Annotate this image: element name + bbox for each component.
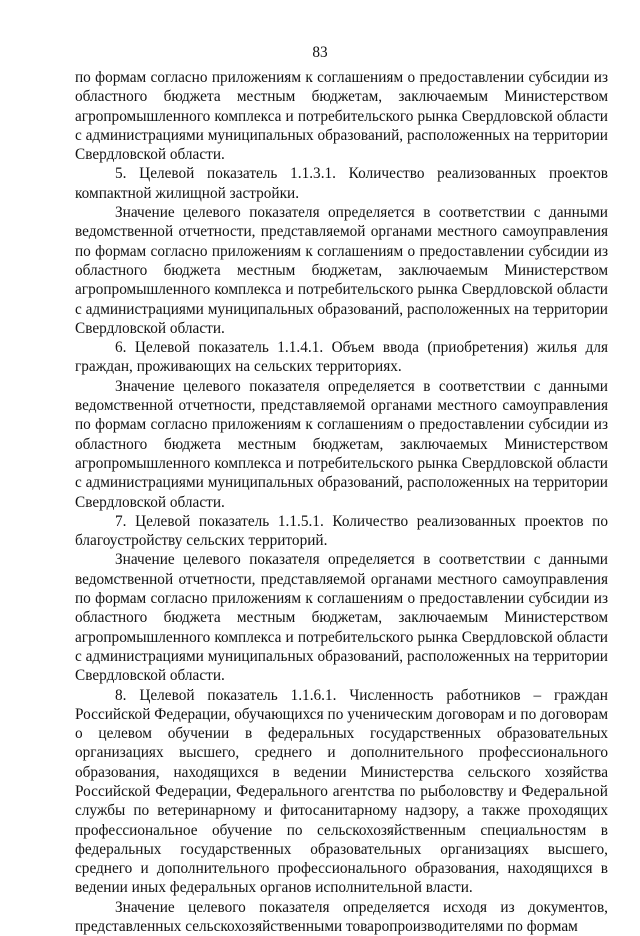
paragraph: Значение целевого показателя определяется исходя из документов, представленных сельскохозяйственными товаропроизводителями по формам [75, 898, 608, 936]
paragraph-indicator-heading: 7. Целевой показатель 1.1.5.1. Количество реализованных проектов по благоустройству сельских территорий. [75, 512, 608, 550]
page-number: 83 [312, 44, 328, 61]
paragraph-indicator-heading: 6. Целевой показатель 1.1.4.1. Объем ввода (приобретения) жилья для граждан, проживающих на сельских территориях. [75, 339, 608, 376]
document-body [75, 68, 608, 936]
paragraph-indicator-heading: 8. Целевой показатель 1.1.6.1. Численность работников – граждан Российской Федерации, обучающихся по ученическим договорам и по договорам о целевом обучении в федеральных государственных образовательных организациях высшего, среднего и дополнительного профессионального образования, находящихся в ведении Министерства сельского хозяйства Российской Федерации, Федерального агентства по рыболовству и Федеральной службы по ветеринарному и фитосанитарному надзору, а также проходящих профессиональное обучение по сельскохозяйственным специальностям в федеральных государственных образовательных организациях высшего, среднего и дополнительного профессионального образования, находящихся в ведении иных федеральных органов исполнительной власти. [75, 686, 608, 897]
paragraph-indicator-heading: 5. Целевой показатель 1.1.3.1. Количество реализованных проектов компактной жилищной застройки. [75, 165, 608, 202]
paragraph: Значение целевого показателя определяется в соответствии с данными ведомственной отчетности, представляемой органами местного самоуправления по формам согласно приложениям к соглашениям о предоставлении субсидии из областного бюджета местным бюджетам, заключаемым Министерством агропромышленного комплекса и потребительского рынка Свердловской области с администрациями муниципальных образований, расположенных на территории Свердловской области. [75, 204, 608, 337]
paragraph: Значение целевого показателя определяется в соответствии с данными ведомственной отчетности, представляемой органами местного самоуправления по формам согласно приложениям к соглашениям о предоставлении субсидии из областного бюджета местным бюджетам, заключаемым Министерством агропромышленного комплекса и потребительского рынка Свердловской области с администрациями муниципальных образований, расположенных на территории Свердловской области. [75, 551, 608, 685]
paragraph: Значение целевого показателя определяется в соответствии с данными ведомственной отчетности, представляемой органами местного самоуправления по формам согласно приложениям к соглашениям о предоставлении субсидии из областного бюджета местным бюджетам, заключаемых Министерством агропромышленного комплекса и потребительского рынка Свердловской области с администрациями муниципальных образований, расположенных на территории Свердловской области. [75, 377, 608, 511]
paragraph: по формам согласно приложениям к соглашениям о предоставлении субсидии из областного бюджета местным бюджетам, заключаемым Министерством агропромышленного комплекса и потребительского рынка Свердловской области с администрациями муниципальных образований, расположенных на территории Свердловской области. [75, 69, 608, 164]
